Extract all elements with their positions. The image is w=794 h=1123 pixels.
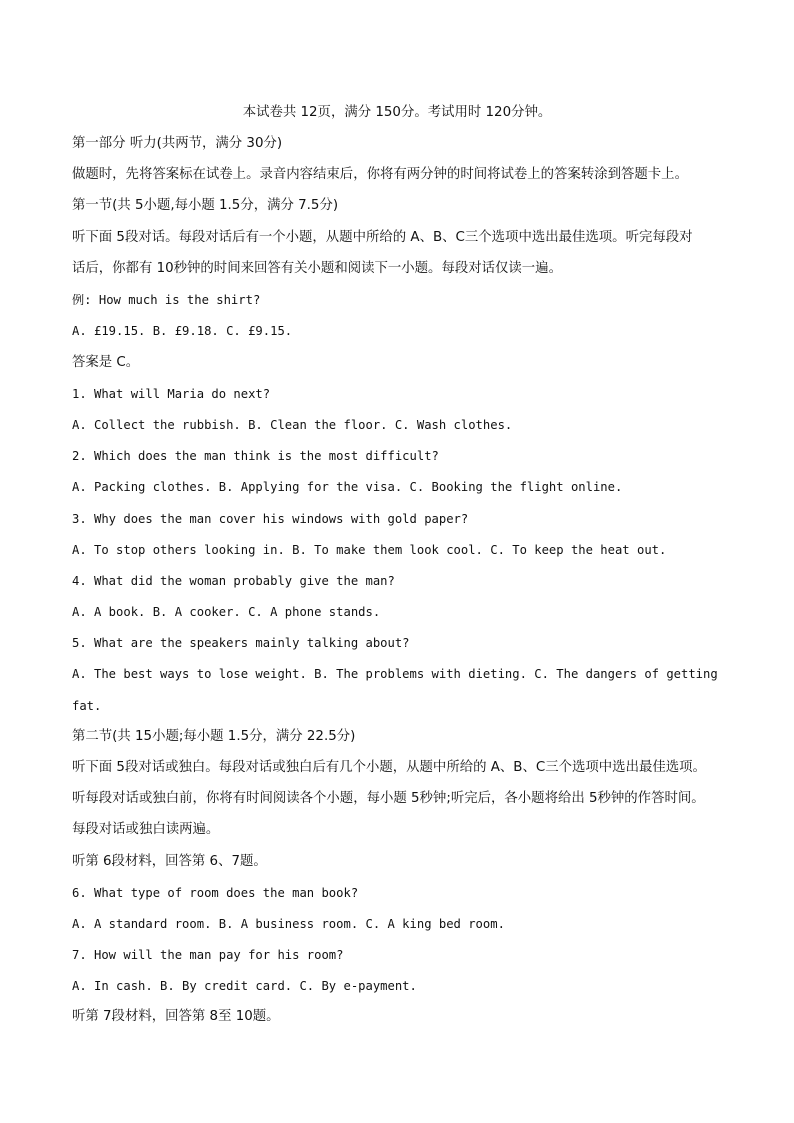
section-two-directions-line-2: 听每段对话或独白前，你将有时间阅读各个小题，每小题 5秒钟;听完后，各小题将给出 5秒钟的作答时间。 — [72, 791, 705, 806]
question-7: 7. How will the man pay for his room? — [72, 948, 344, 962]
question-3-options: A. To stop others looking in. B. To make them look cool. C. To keep the heat out. — [72, 543, 667, 557]
material-7-heading: 听第 7段材料，回答第 8至 10题。 — [72, 1009, 280, 1024]
general-instructions: 做题时，先将答案标在试卷上。录音内容结束后，你将有两分钟的时间将试卷上的答案转涂到答题卡上。 — [72, 167, 688, 182]
section-two-title: 第二节(共 15小题;每小题 1.5分，满分 22.5分) — [72, 729, 356, 744]
section-two-directions-line-3: 每段对话或独白读两遍。 — [72, 822, 220, 837]
question-6: 6. What type of room does the man book? — [72, 886, 359, 900]
section-one-directions-line-2: 话后，你都有 10秒钟的时间来回答有关小题和阅读下一小题。每段对话仅读一遍。 — [72, 261, 562, 276]
section-two-directions-line-1: 听下面 5段对话或独白。每段对话或独白后有几个小题，从题中所给的 A、B、C三个选项中选出最佳选项。 — [72, 760, 706, 775]
section-one-directions-line-1: 听下面 5段对话。每段对话后有一个小题，从题中所给的 A、B、C三个选项中选出最佳选项。听完每段对 — [72, 230, 693, 245]
question-5-options-line-2: fat. — [72, 699, 102, 713]
paper-info-header: 本试卷共 12页，满分 150分。考试用时 120分钟。 — [242, 105, 552, 120]
question-6-options: A. A standard room. B. A business room. C. A king bed room. — [72, 917, 505, 931]
question-4: 4. What did the woman probably give the man? — [72, 574, 395, 588]
example-options: A. £19.15. B. £9.18. C. £9.15. — [72, 324, 293, 338]
question-5: 5. What are the speakers mainly talking about? — [72, 636, 410, 650]
example-question: 例: How much is the shirt? — [72, 293, 261, 307]
question-7-options: A. In cash. B. By credit card. C. By e-payment. — [72, 979, 417, 993]
question-3: 3. Why does the man cover his windows with gold paper? — [72, 512, 469, 526]
part-one-title: 第一部分 听力(共两节，满分 30分) — [72, 136, 283, 151]
question-1-options: A. Collect the rubbish. B. Clean the floor. C. Wash clothes. — [72, 418, 513, 432]
question-1: 1. What will Maria do next? — [72, 387, 271, 401]
example-answer: 答案是 C。 — [72, 355, 140, 370]
question-2-options: A. Packing clothes. B. Applying for the visa. C. Booking the flight online. — [72, 480, 623, 494]
question-5-options-line-1: A. The best ways to lose weight. B. The problems with dieting. C. The dangers of getting — [72, 667, 718, 681]
question-2: 2. Which does the man think is the most difficult? — [72, 449, 439, 463]
question-4-options: A. A book. B. A cooker. C. A phone stands. — [72, 605, 381, 619]
section-one-title: 第一节(共 5小题,每小题 1.5分，满分 7.5分) — [72, 198, 339, 213]
material-6-heading: 听第 6段材料，回答第 6、7题。 — [72, 854, 267, 869]
